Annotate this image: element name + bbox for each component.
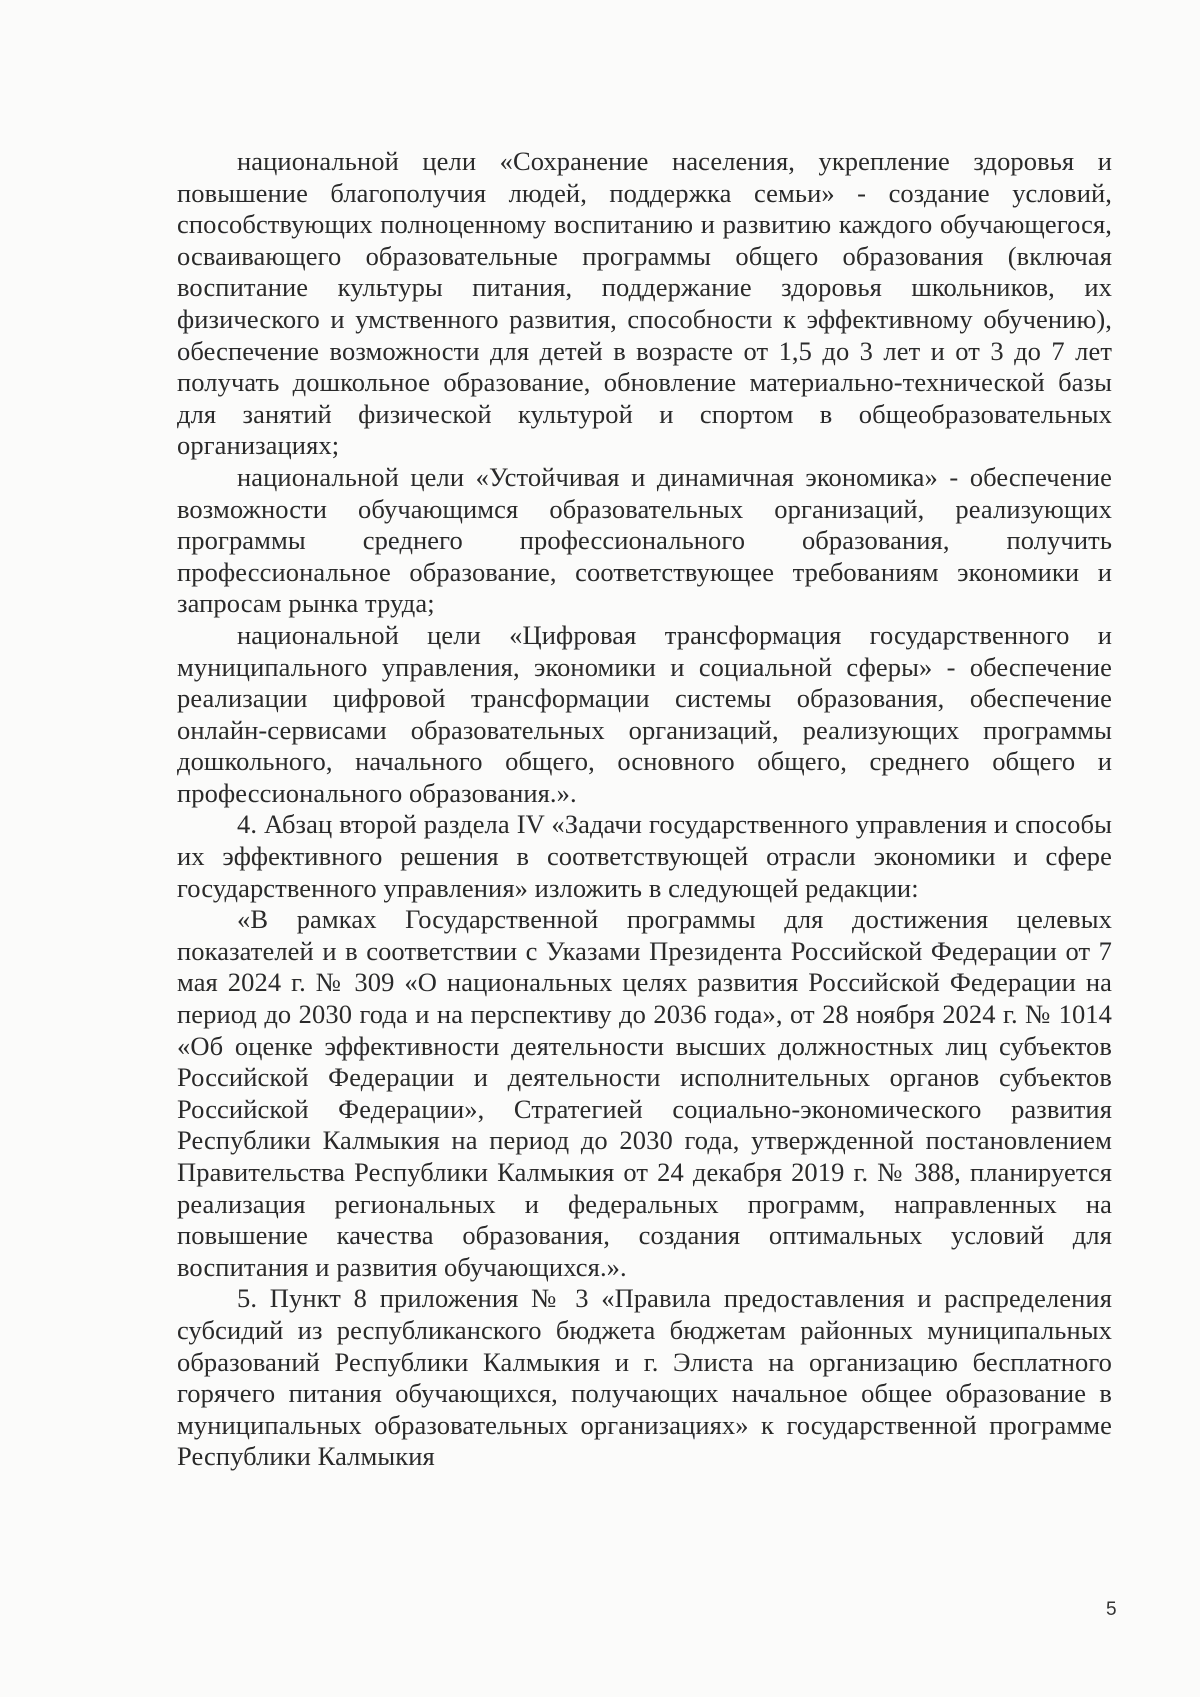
- paragraph-item-5: 5. Пункт 8 приложения № 3 «Правила предоставления и распределения субсидий из республиканского бюджета бюджетам районных муниципальных образований Республики Калмыкия и г. Элиста на организацию бесплатного горячего питания обучающихся, получающих начальное общее образование в муниципальных образовательных организациях» к государственной программе Республики Калмыкия: [177, 1283, 1112, 1472]
- paragraph-item-4-text: «В рамках Государственной программы для достижения целевых показателей и в соответствии с Указами Президента Российской Федерации от 7 мая 2024 г. № 309 «О национальных целях развития Российской Федерации на период до 2030 года и на перспективу до 2036 года», от 28 ноября 2024 г. № 1014 «Об оценке эффективности деятельности высших должностных лиц субъектов Российской Федерации и деятельности исполнительных органов субъектов Российской Федерации», Стратегией социально-экономического развития Республики Калмыкия на период до 2030 года, утвержденной постановлением Правительства Республики Калмыкия от 24 декабря 2019 г. № 388, планируется реализация региональных и федеральных программ, направленных на повышение качества образования, создания оптимальных условий для воспитания и развития обучающихся.».: [177, 904, 1112, 1282]
- paragraph-goal-economy: национальной цели «Устойчивая и динамичная экономика» - обеспечение возможности обучающимся образовательных организаций, реализующих программы среднего профессионального образования, получить профессиональное образование, соответствующее требованиям экономики и запросам рынка труда;: [177, 461, 1112, 619]
- document-body: [177, 146, 1112, 1473]
- page-number: 5: [1106, 1599, 1117, 1620]
- paragraph-goal-digital: национальной цели «Цифровая трансформация государственного и муниципального управления, экономики и социальной сферы» - обеспечение реализации цифровой трансформации системы образования, обеспечение онлайн-сервисами образовательных организаций, реализующих программы дошкольного, начального общего, основного общего, среднего общего и профессионального образования.».: [177, 619, 1112, 808]
- paragraph-goal-population: национальной цели «Сохранение населения, укрепление здоровья и повышение благополучия людей, поддержка семьи» - создание условий, способствующих полноценному воспитанию и развитию каждого обучающегося, осваивающего образовательные программы общего образования (включая воспитание культуры питания, поддержание здоровья школьников, их физического и умственного развития, способности к эффективному обучению), обеспечение возможности для детей в возрасте от 1,5 до 3 лет и от 3 до 7 лет получать дошкольное образование, обновление материально-технической базы для занятий физической культурой и спортом в общеобразовательных организациях;: [177, 146, 1112, 461]
- paragraph-item-4: 4. Абзац второй раздела IV «Задачи государственного управления и способы их эффективного решения в соответствующей отрасли экономики и сфере государственного управления» изложить в следующей редакции:: [177, 809, 1112, 903]
